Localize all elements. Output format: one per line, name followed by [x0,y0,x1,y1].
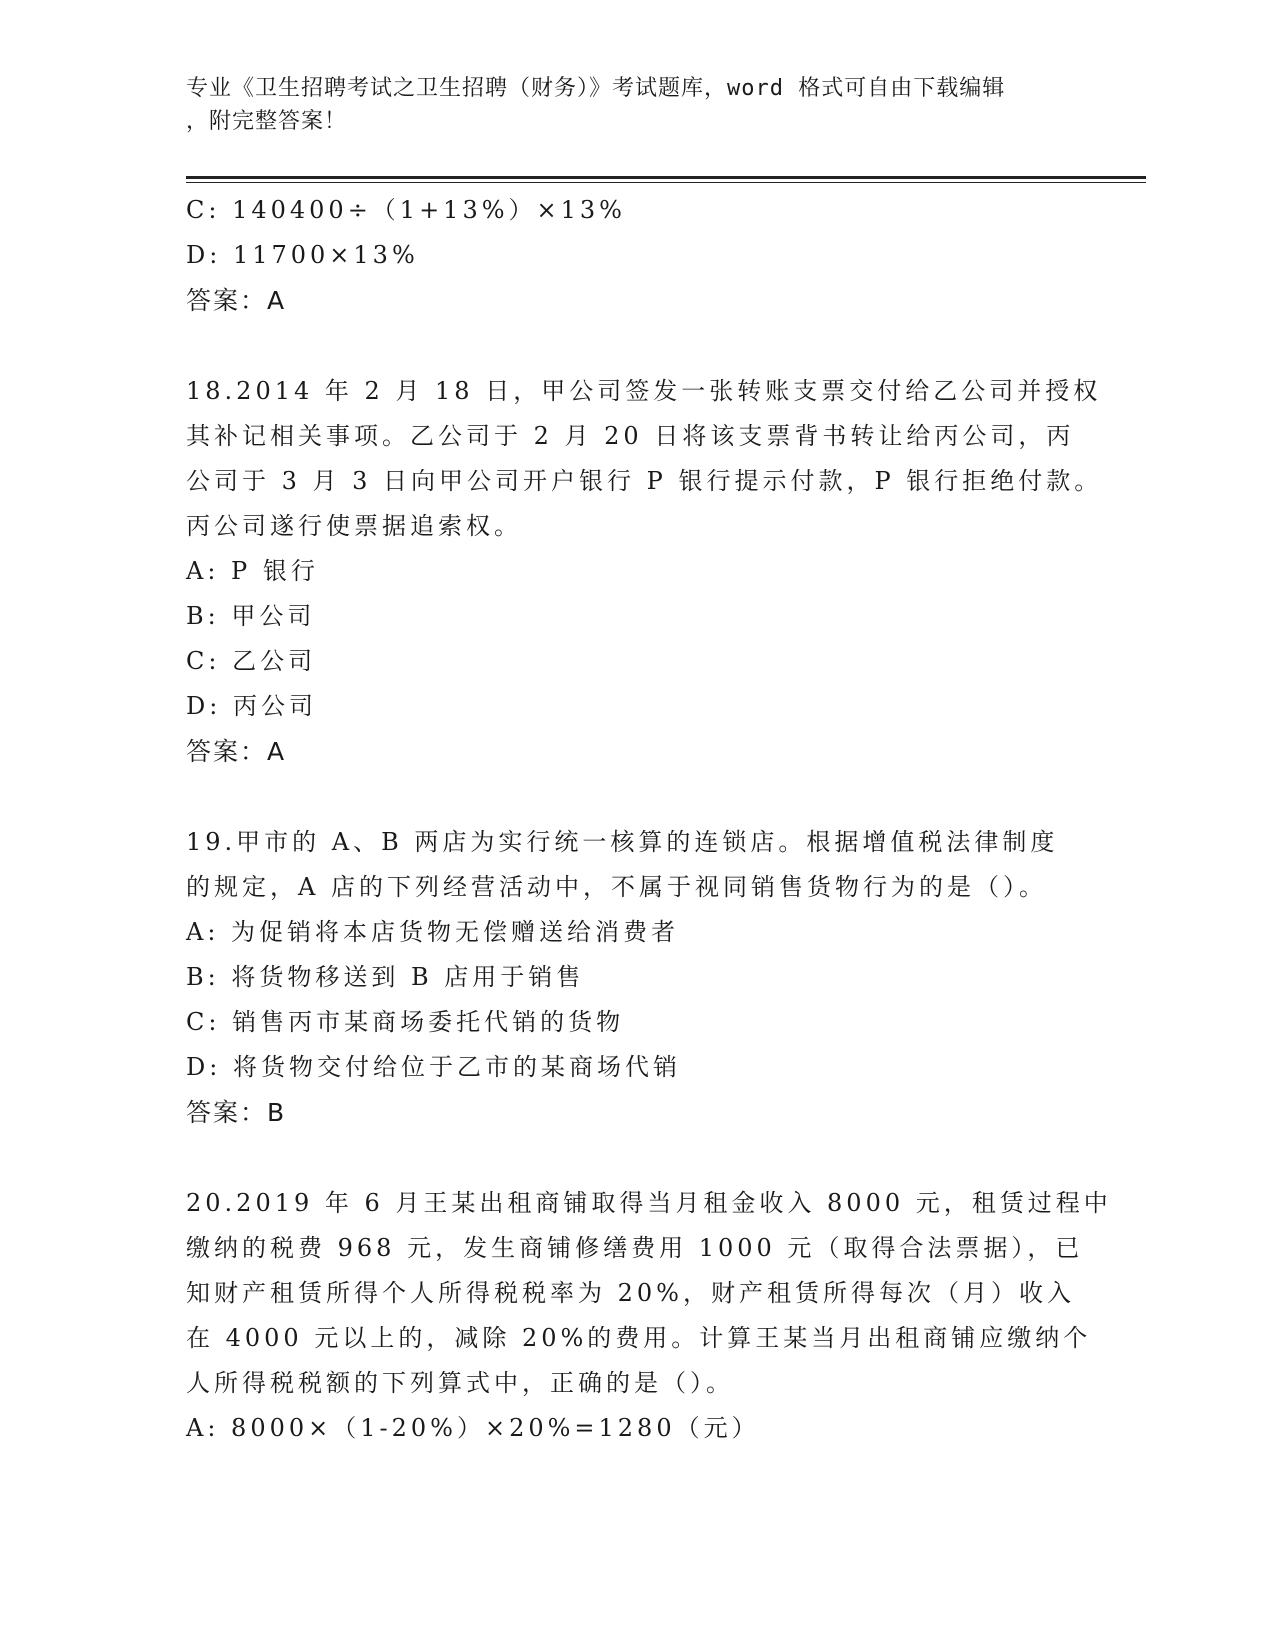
option-a: A: P 银行 [186,557,319,585]
stem-line: 在 4000 元以上的，减除 20%的费用。计算王某当月出租商铺应缴纳个 [186,1324,1092,1352]
question-stem [186,369,1103,549]
option-b: B: 将货物移送到 B 店用于销售 [186,963,585,991]
previous-question-tail [186,188,1071,323]
option-d: D: 11700×13% [186,241,419,269]
stem-line: 其补记相关事项。乙公司于 2 月 20 日将该支票背书转让给丙公司，丙 [186,422,1075,450]
stem-line: 人所得税税额的下列算式中，正确的是（）。 [186,1369,734,1397]
header-rule-thick [186,176,1146,179]
option-c: C: 140400÷（1+13%）×13% [186,196,626,224]
question-18 [186,369,1103,774]
question-20 [186,1181,1112,1451]
header-rule-thin [186,182,1146,183]
header-line-2: ，附完整答案！ [186,109,348,134]
stem-line: 缴纳的税费 968 元，发生商铺修缮费用 1000 元（取得合法票据），已 [186,1234,1084,1262]
option-b: B: 甲公司 [186,602,316,630]
option-d: D: 将货物交付给位于乙市的某商场代销 [186,1053,681,1081]
stem-line: 18.2014 年 2 月 18 日，甲公司签发一张转账支票交付给乙公司并授权 [186,377,1102,405]
option-a: A: 为促销将本店货物无偿赠送给消费者 [186,918,680,946]
question-19 [186,820,1071,1135]
stem-line: 公司于 3 月 3 日向甲公司开户银行 P 银行提示付款，P 银行拒绝付款。 [186,467,1103,495]
answer-line: 答案：A [186,286,287,315]
question-content [186,188,1112,1451]
header-line-1: 专业《卫生招聘考试之卫生招聘（财务）》考试题库，word 格式可自由下载编辑 [186,76,1006,101]
stem-line: 的规定，A 店的下列经营活动中，不属于视同销售货物行为的是（）。 [186,873,1047,901]
option-c: C: 乙公司 [186,647,317,675]
question-stem [186,820,1071,910]
answer-line: 答案：B [186,1098,287,1127]
option-a: A: 8000×（1-20%）×20%=1280（元） [186,1414,760,1442]
option-c: C: 销售丙市某商场委托代销的货物 [186,1008,625,1036]
stem-line: 丙公司遂行使票据追索权。 [186,512,522,540]
option-d: D: 丙公司 [186,692,317,720]
stem-line: 知财产租赁所得个人所得税税率为 20%，财产租赁所得每次（月）收入 [186,1279,1075,1307]
stem-line: 20.2019 年 6 月王某出租商铺取得当月租金收入 8000 元，租赁过程中 [186,1189,1112,1217]
document-header [186,72,1066,138]
answer-line: 答案：A [186,737,287,766]
question-stem [186,1181,1112,1406]
stem-line: 19.甲市的 A、B 两店为实行统一核算的连锁店。根据增值税法律制度 [186,828,1059,856]
